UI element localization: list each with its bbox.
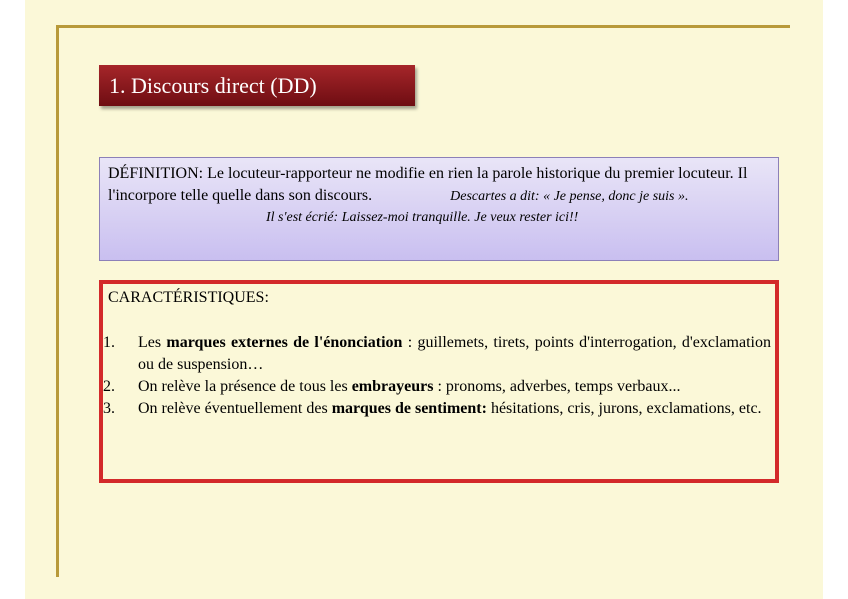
characteristics-heading: CARACTÉRISTIQUES: — [108, 289, 269, 306]
definition-example-1: Descartes a dit: « Je pense, donc je suis ». — [450, 189, 689, 204]
characteristics-box — [99, 280, 779, 483]
list-item — [103, 332, 771, 376]
list-item-text: hésitations, cris, jurons, exclamations, etc. — [486, 400, 762, 417]
list-item — [103, 398, 771, 420]
list-item-bold: embrayeurs — [351, 378, 434, 395]
list-item-text: Les — [138, 334, 167, 351]
slide-title: 1. Discours direct (DD) — [99, 65, 415, 106]
list-item — [103, 376, 771, 398]
list-item-number: 1. — [103, 334, 115, 351]
list-item-text: On relève éventuellement des — [138, 400, 332, 417]
frame-left-line — [56, 25, 59, 577]
characteristics-list — [103, 332, 771, 420]
list-item-number: 3. — [103, 400, 115, 417]
definition-box — [99, 157, 779, 261]
list-item-bold: marques externes de l'énonciation — [166, 334, 403, 351]
list-item-number: 2. — [103, 378, 115, 395]
definition-example-2: Il s'est écrié: Laissez-moi tranquille. Je veux rester ici!! — [266, 210, 579, 225]
list-item-text: : pronoms, adverbes, temps verbaux... — [433, 378, 681, 395]
list-item-text: : guillemets, tirets, points d'interrogation, d'exclamation ou de suspension… — [138, 334, 771, 373]
definition-text: DÉFINITION: Le locuteur-rapporteur ne modifie en rien la parole historique du premier locuteur. Il l'incorpore telle quelle dans son discours. — [108, 165, 748, 204]
list-item-bold: marques de sentiment: — [331, 400, 487, 417]
frame-top-line — [56, 25, 790, 28]
list-item-text: On relève la présence de tous les — [138, 378, 352, 395]
